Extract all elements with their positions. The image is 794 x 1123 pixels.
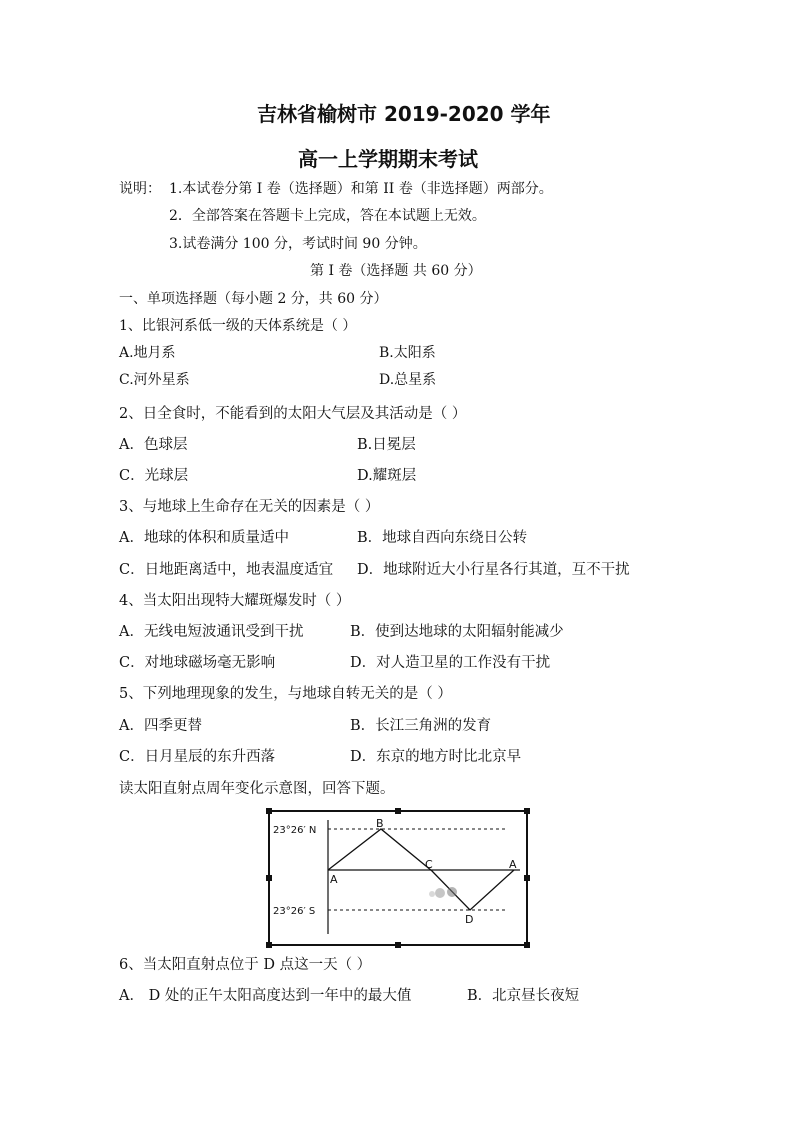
question-3-option-b: B．地球自西向东绕日公转: [357, 530, 528, 546]
question-1-option-c: C.河外星系: [119, 372, 190, 388]
question-6-option-b: B．北京昼长夜短: [467, 988, 580, 1004]
point-d: D: [465, 913, 474, 926]
subsolar-point-diagram: [262, 806, 540, 952]
point-b: B: [376, 817, 384, 830]
question-5-option-a: A．四季更替: [119, 718, 202, 734]
question-5-option-c: C．日月星辰的东升西落: [119, 749, 276, 765]
part-title: 一、单项选择题（每小题 2 分，共 60 分）: [119, 291, 388, 307]
question-1-option-d: D.总星系: [379, 372, 437, 388]
exam-title-line1: 吉林省榆树市 2019-2020 学年: [257, 102, 551, 126]
question-2-option-a: A．色球层: [119, 437, 188, 453]
exam-title-line2: 高一上学期期末考试: [298, 147, 478, 171]
instruction-item-1: 1.本试卷分第 I 卷（选择题）和第 II 卷（非选择题）两部分。: [169, 181, 553, 197]
question-1-option-a: A.地月系: [119, 345, 176, 361]
reading-prompt: 读太阳直射点周年变化示意图，回答下题。: [119, 781, 395, 797]
point-c: C: [425, 858, 433, 871]
question-5-option-b: B．长江三角洲的发育: [350, 718, 492, 734]
section-title: 第 I 卷（选择题 共 60 分）: [310, 263, 482, 279]
question-4-option-b: B．使到达地球的太阳辐射能减少: [350, 624, 564, 640]
question-3-option-a: A．地球的体积和质量适中: [119, 530, 289, 546]
question-4-option-a: A．无线电短波通讯受到干扰: [119, 624, 304, 640]
question-2-option-c: C．光球层: [119, 468, 189, 484]
question-5-option-d: D．东京的地方时比北京早: [350, 749, 522, 765]
label-23n: 23°26′ N: [273, 825, 317, 836]
question-4-option-c: C．对地球磁场毫无影响: [119, 655, 276, 671]
point-a-left: A: [330, 873, 338, 886]
question-1-option-b: B.太阳系: [379, 345, 436, 361]
question-2-option-d: D.耀斑层: [357, 468, 417, 484]
question-2-stem: 2、日全食时，不能看到的太阳大气层及其活动是（ ）: [119, 406, 467, 422]
blurred-mark: [429, 887, 457, 898]
question-1-stem: 1、比银河系低一级的天体系统是（ ）: [119, 318, 357, 334]
question-4-option-d: D．对人造卫星的工作没有干扰: [350, 655, 551, 671]
question-6-option-a: A． D 处的正午太阳高度达到一年中的最大值: [119, 988, 412, 1004]
question-4-stem: 4、当太阳出现特大耀斑爆发时（ ）: [119, 593, 351, 609]
question-3-option-c: C．日地距离适中，地表温度适宜: [119, 562, 334, 578]
question-6-stem: 6、当太阳直射点位于 D 点这一天（ ）: [119, 957, 372, 973]
point-a-right: A: [509, 858, 517, 871]
question-2-option-b: B.日冕层: [357, 437, 416, 453]
instructions-label: 说明：: [119, 181, 161, 197]
question-3-option-d: D．地球附近大小行星各行其道，互不干扰: [357, 562, 630, 578]
instruction-item-3: 3.试卷满分 100 分，考试时间 90 分钟。: [169, 236, 427, 252]
question-5-stem: 5、下列地理现象的发生，与地球自转无关的是（ ）: [119, 686, 452, 702]
label-23s: 23°26′ S: [273, 906, 316, 917]
instruction-item-2: 2．全部答案在答题卡上完成，答在本试题上无效。: [169, 208, 486, 224]
question-3-stem: 3、与地球上生命存在无关的因素是（ ）: [119, 499, 380, 515]
